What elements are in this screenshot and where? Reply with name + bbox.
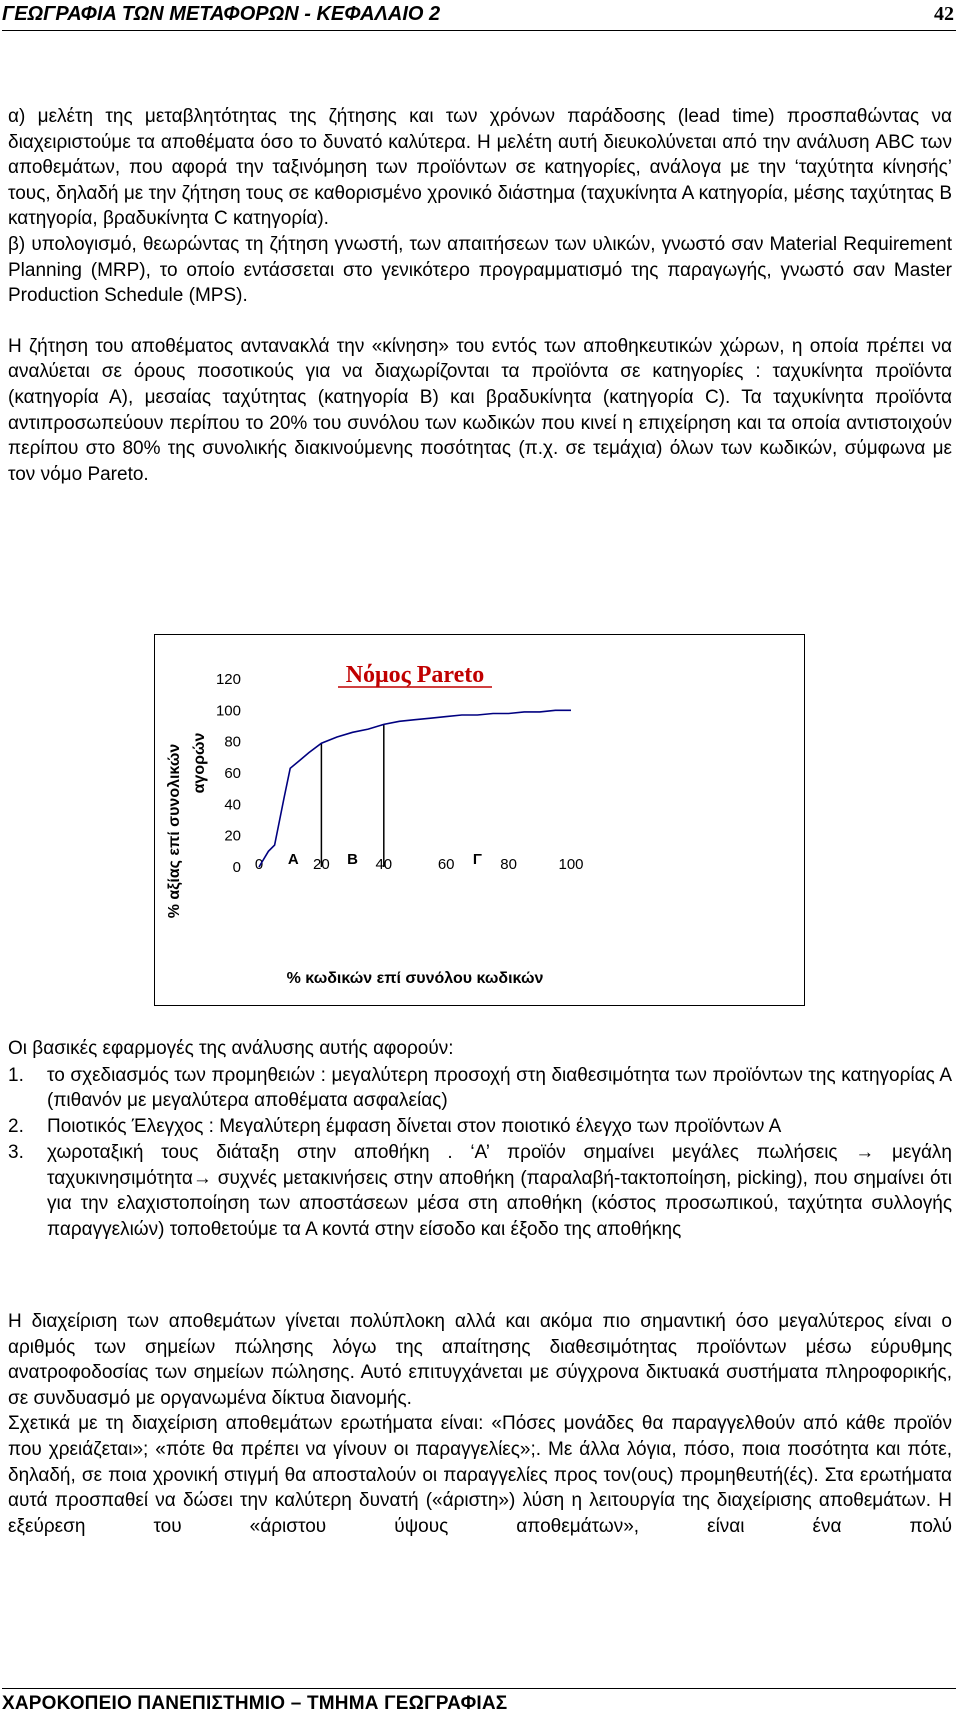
list-item [8, 1140, 952, 1243]
category-label: Α [287, 851, 299, 868]
page-number: 42 [934, 3, 954, 25]
page-footer [2, 1688, 956, 1715]
chart-title: Νόμος Pareto [345, 662, 485, 688]
body-top [8, 104, 952, 487]
paragraph-management: Η διαχείριση των αποθεμάτων γίνεται πολύπλοκη αλλά και ακόμα πιο σημαντική όσο μεγαλύτερος είναι ο αριθμός των σημείων πώλησης λόγω της απαίτησης διαθεσιμότητας προϊόντων μέσω εύρυθμης ανατροφοδοσίας των σημείων πώλησης. Αυτό επιτυγχάνεται με σύγχρονα δικτυακά συστήματα πληροφορικής, σε συνδυασμό με οργανωμένα δίκτυα διανομής. [8, 1311, 952, 1409]
x-tick-label: 80 [500, 856, 517, 873]
list-number: 3. [8, 1141, 24, 1163]
y-tick-label: 0 [232, 859, 241, 876]
applications-intro: Οι βασικές εφαρμογές της ανάλυσης αυτής αφορούν: [8, 1038, 454, 1059]
page-header [2, 0, 956, 31]
paragraph-b: β) υπολογισμό, θεωρώντας τη ζήτηση γνωστή, των απαιτήσεων των υλικών, γνωστό σαν Material Requirement Planning (MRP), το οποίο εντάσσεται στο γενικότερο προγραμματισμό της παραγωγής, γνωστό σαν Master Production Schedule (MPS). [8, 233, 952, 307]
x-tick-label: 0 [254, 856, 264, 873]
x-tick-labels [255, 856, 584, 873]
list-item [8, 1114, 952, 1140]
list-text: χωροταξική τους διάταξη στην αποθήκη . ‘Α’ προϊόν σημαίνει μεγάλες πωλήσεις → μεγάλη ταχυκινησιμότητα→ συχνές μετακινήσεις στην αποθήκη (παραλαβή-τακτοποίηση, picking), που σημαίνει ότι για την ελαχιστοποίηση των αποστάσεων μέσα στη αποθήκη (κόστος προσωπικού, ταχύτητα συλλογής παραγγελιών) τοποθετούμε τα Α κοντά στην είσοδο και έξοδο της αποθήκης [47, 1141, 952, 1240]
x-axis-label: % κωδικών επί συνόλου κωδικών [286, 970, 544, 987]
list-text: το σχεδιασμός των προμηθειών : μεγαλύτερη προσοχή στη διαθεσιμότητα των προϊόντων της κατηγορίας Α (πιθανόν με μεγαλύτερα αποθέματα ασφαλείας) [47, 1064, 952, 1112]
category-label: Β [347, 851, 359, 868]
paragraph-a: α) μελέτη της μεταβλητότητας της ζήτησης και των χρόνων παράδοσης (lead time) προσπαθώντας να διαχειριστούμε τα αποθέματα όσο το δυνατό καλύτερα. Η μελέτη αυτή διευκολύνεται από την ανάλυση ABC των αποθεμάτων, που αφορά την ταξινόμηση των προϊόντων σε κατηγορίες, ανάλογα με την ‘ταχύτητα κίνησής’ τους, δηλαδή με την ζήτηση τους σε καθορισμένο χρονικό διάστημα (ταχυκίνητα Α κατηγορία, μέσης ταχύτητας Β κατηγορία, βραδυκίνητα C κατηγορία). [8, 106, 952, 230]
list-number: 1. [8, 1064, 24, 1086]
pareto-chart-svg [155, 635, 803, 1004]
y-axis-label-line-2: αγορών [191, 732, 208, 794]
y-axis-label-line-1: % αξίας επί συνολικών [166, 743, 183, 919]
applications-section [8, 1036, 952, 1243]
applications-list [8, 1063, 952, 1243]
y-tick-label: 60 [224, 765, 241, 782]
y-tick-label: 120 [215, 671, 241, 688]
y-tick-labels [216, 671, 241, 876]
body-bottom [8, 1309, 952, 1539]
list-text: Ποιοτικός Έλεγχος : Μεγαλύτερη έμφαση δίνεται στον ποιοτικό έλεγχο των προϊόντων Α [47, 1116, 782, 1138]
y-tick-label: 80 [224, 733, 241, 751]
x-tick-label: 20 [313, 856, 330, 873]
x-tick-label: 100 [558, 856, 584, 873]
paragraph-demand: Η ζήτηση του αποθέματος αντανακλά την «κίνηση» του εντός των αποθηκευτικών χώρων, η οποία πρέπει να αναλύεται σε όρους ποσοτικούς για να διαχωρίζονται τα προϊόντα σε κατηγορίες : ταχυκίνητα προϊόντα (κατηγορία Α), μεσαίας ταχύτητας (κατηγορία Β) και βραδυκίνητα (κατηγορία C). Τα ταχυκίνητα προϊόντα αντιπροσωπεύουν περίπου το 20% του συνόλου των κωδικών που κινεί η επιχείρηση και τα οποία αντιστοιχούν περίπου στο 80% της συνολικής διακινούμενης ποσότητας (π.χ. σε τεμάχια) όλων των κωδικών, σύμφωνα με τον νόμο Pareto. [8, 335, 952, 485]
category-dividers [321, 724, 383, 867]
x-tick-label: 40 [375, 856, 393, 873]
pareto-curve [259, 710, 571, 867]
y-tick-label: 20 [224, 827, 241, 845]
footer-text: ΧΑΡΟΚΟΠΕΙΟ ΠΑΝΕΠΙΣΤΗΜΙΟ – ΤΜΗΜΑ ΓΕΩΓΡΑΦΙΑΣ [2, 1693, 508, 1714]
x-tick-label: 60 [437, 856, 455, 873]
list-item [8, 1063, 952, 1114]
list-number: 2. [8, 1116, 24, 1138]
y-tick-label: 100 [215, 702, 241, 720]
category-label: Γ [472, 851, 482, 868]
header-title: ΓΕΩΓΡΑΦΙΑ ΤΩΝ ΜΕΤΑΦΟΡΩΝ - ΚΕΦΑΛΑΙΟ 2 [2, 3, 441, 25]
paragraph-questions: Σχετικά με τη διαχείριση αποθεμάτων ερωτήματα είναι: «Πόσες μονάδες θα παραγγελθούν από κάθε προϊόν που χρειάζεται»; «πότε θα πρέπει να γίνουν οι παραγγελίες»;. Με άλλα λόγια, πόσο, ποια ποσότητα και πότε, δηλαδή, σε ποια χρονική στιγμή θα αποσταλούν οι παραγγελίες προς τον(ους) προμηθευτή(ές). Στα ερωτήματα αυτά προσπαθεί να δώσει την καλύτερη δυνατή («άριστη») λύση η λειτουργία της διαχείρισης αποθεμάτων. Η εξεύρεση του «άριστου ύψους αποθεμάτων», είναι ένα πολύ [8, 1413, 952, 1537]
y-tick-label: 40 [224, 796, 241, 814]
pareto-chart [154, 634, 805, 1006]
